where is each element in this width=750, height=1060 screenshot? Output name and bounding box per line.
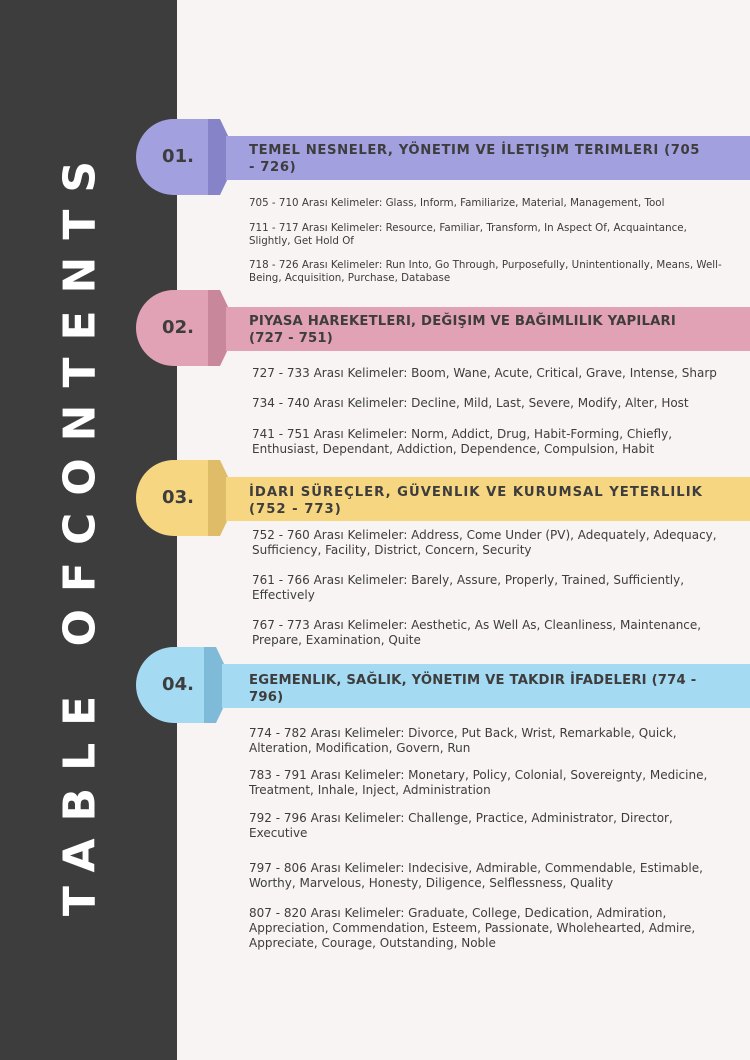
list-item: 741 - 751 Arası Kelimeler: Norm, Addict, Drug, Habit-Forming, Chiefly, Enthusiast, Dependant, Addiction, Dependence, Compulsion, Habit [252, 427, 673, 456]
list-item: 752 - 760 Arası Kelimeler: Address, Come Under (PV), Adequately, Adequacy, Sufficiency, Facility, District, Concern, Security [252, 528, 717, 557]
list-item: 705 - 710 Arası Kelimeler: Glass, Inform, Familiarize, Material, Management, Tool [249, 197, 665, 209]
list-item: 783 - 791 Arası Kelimeler: Monetary, Policy, Colonial, Sovereignty, Medicine, Treatment, Inhale, Inject, Administration [249, 768, 708, 797]
section-title: EGEMENLIK, SAĞLIK, YÖNETIM VE TAKDIR İFADELERI (774 - 796) [249, 673, 697, 705]
list-item: 774 - 782 Arası Kelimeler: Divorce, Put Back, Wrist, Remarkable, Quick, Alteration, Modification, Govern, Run [249, 726, 677, 755]
section-number: 04. [162, 674, 194, 695]
section-number: 02. [162, 317, 194, 338]
section-title: TEMEL NESNELER, YÖNETIM VE İLETIŞIM TERIMLERI (705 - 726) [249, 143, 701, 175]
list-item: 767 - 773 Arası Kelimeler: Aesthetic, As Well As, Cleanliness, Maintenance, Prepare, Examination, Quite [252, 618, 702, 647]
section-number: 03. [162, 487, 194, 508]
list-item: 718 - 726 Arası Kelimeler: Run Into, Go Through, Purposefully, Unintentionally, Means, Well-Being, Acquisition, Purchase, Database [249, 259, 722, 284]
list-item: 797 - 806 Arası Kelimeler: Indecisive, Admirable, Commendable, Estimable, Worthy, Marvelous, Honesty, Diligence, Selflessness, Quality [249, 861, 703, 890]
list-item: 734 - 740 Arası Kelimeler: Decline, Mild, Last, Severe, Modify, Alter, Host [252, 396, 689, 410]
section-title: İDARI SÜREÇLER, GÜVENLIK VE KURUMSAL YETERLILIK (752 - 773) [249, 485, 703, 517]
section-number: 01. [162, 146, 194, 167]
list-item: 711 - 717 Arası Kelimeler: Resource, Familiar, Transform, In Aspect Of, Acquaintance, Slightly, Get Hold Of [249, 222, 687, 247]
list-item: 727 - 733 Arası Kelimeler: Boom, Wane, Acute, Critical, Grave, Intense, Sharp [252, 366, 717, 380]
table-of-contents-title: TABLE OFCONTENTS [54, 143, 106, 917]
section-title: PIYASA HAREKETLERI, DEĞIŞIM VE BAĞIMLILIK YAPILARI (727 - 751) [249, 314, 676, 346]
list-item: 792 - 796 Arası Kelimeler: Challenge, Practice, Administrator, Director, Executive [249, 811, 673, 840]
list-item: 761 - 766 Arası Kelimeler: Barely, Assure, Properly, Trained, Sufficiently, Effectively [252, 573, 685, 602]
list-item: 807 - 820 Arası Kelimeler: Graduate, College, Dedication, Admiration, Appreciation, Commendation, Esteem, Passionate, Wholehearted, Admire, Appreciate, Courage, Outstanding, Noble [249, 906, 696, 950]
